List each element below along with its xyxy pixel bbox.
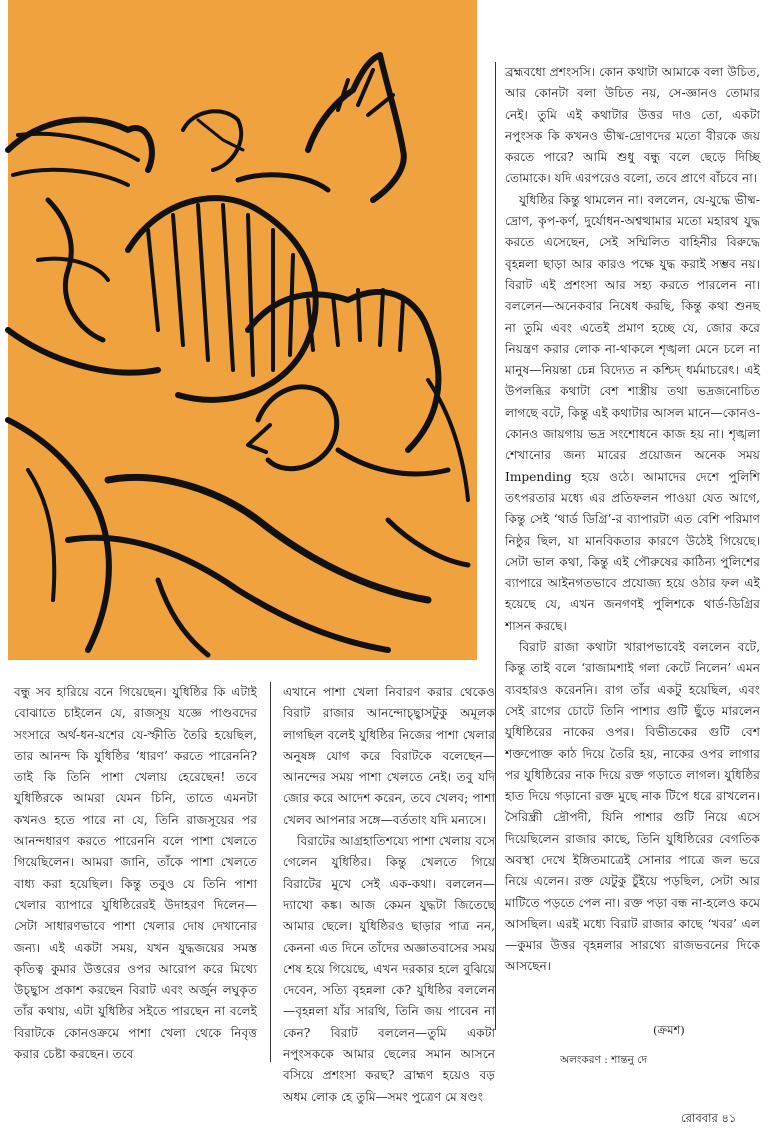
- illustration: [8, 0, 477, 660]
- middle-paragraph-1: এখানে পাশা খেলা নিবারণ করার থেকেও বিরাট রাজার আনন্দোচ্ছ্বাসটুকু অমূলক লাগছিল বলেই যুধিষ্ঠির নিজের পাশা খেলার অনুষঙ্গ যোগ করে বিরাটকে বলেছেন—আনন্দের সময় পাশা খেলতে নেই। তবু যদি জোর করে আদেশ করেন, তবে খেলব; পাশা খেলব আপনার সঙ্গে—বর্ততাং যদি মন্যসে।: [283, 685, 495, 827]
- left-paragraph-1: বন্ধু সব হারিয়ে বনে গিয়েছেন। যুধিষ্ঠির কি এটাই বোঝাতে চাইলেন যে, রাজসূয় যজ্ঞে পাণ্ডবদের সংসারে অর্থ-ধন-যশের যে-স্ফীতি তৈরি হয়েছিল, তার আনন্দ কি যুধিষ্ঠির ‘ধারণ’ করতে পারেননি? তাই কি তিনি পাশা খেলায় হেরেছেন! তবে যুধিষ্ঠিরকে আমরা যেমন চিনি, তাতে এমনটা কখনও হতে পারে না যে, তিনি রাজসূয়ের পর আনন্দধারণ করতে পারেননি বলে পাশা খেলতে গিয়েছিলেন। আমরা জানি, তাঁকে পাশা খেলতে বাধ্য করা হয়েছিল। কিন্তু তবুও যে তিনি পাশা খেলার ব্যাপারে যুধিষ্ঠিরেরই উদাহরণ দিলেন—সেটা সাধারণভাবে পাশা খেলার দোষ দেখানোর জন্য। এই একটা সময়, যখন যুদ্ধজয়ের সমস্ত কৃতিত্ব কুমার উত্তরের ওপর আরোপ করে মিথ্যে উচ্ছ্বাস প্রকাশ করছেন বিরাট এবং অর্জুন লঘুকৃত তাঁর কথায়, এটা যুধিষ্ঠির সইতে পারছেন না বলেই বিরাটকে কোনওক্রমে পাশা খেলা থেকে নিবৃত্ত করার চেষ্টা করছেন। তবে: [14, 685, 257, 1062]
- ink-brush-figures-illustration-icon: [8, 0, 477, 660]
- illustration-credit: অলংকরণ : শান্তনু দে: [560, 1054, 647, 1066]
- right-paragraph-3: বিরাট রাজা কথাটা খারাপভাবেই বললেন বটে, কিন্তু তাই বলে ‘রাজামশাই গলা কেটে নিলেন’ এমন ব্যবহারও করেননি। রাগ তাঁর একটু হয়েছিল, এবং সেই রাগের চোটে তিনি পাশার গুটি ছুঁড়ে মারলেন যুধিষ্ঠিরের নাকের ওপর। বিভীতকের গুটি বেশ শক্তপোক্ত কাঠ দিয়ে তৈরি হয়, নাকের ওপর লাগার পর যুধিষ্ঠিরের নাক দিয়ে রক্ত গড়াতে লাগল। যুধিষ্ঠির হাত দিয়ে গড়ানো রক্ত মুছে নাক টিপে ধরে রাখলেন। সৈরিন্ধ্রী দ্রৌপদী, যিনি পাশার গুটি নিয়ে এসে দিয়েছিলেন রাজার কাছে, তিনি যুধিষ্ঠিরের বেগতিক অবস্থা দেখে ইঙ্গিতমাত্রেই সোনার পাত্রে জল ভরে নিয়ে এলেন। রক্ত যেটুকু চুঁইয়ে পড়ছিল, সেটা আর মাটিতে পড়তে পেল না। রক্ত পড়া বন্ধ না-হলেও কমে আসছিল। এরই মধ্যে বিরাট রাজার কাছে ‘খবর’ এল—কুমার উত্তর বৃহন্নলার সারথ্যে রাজভবনের দিকে আসছেন।: [505, 640, 760, 974]
- right-column: [505, 62, 760, 974]
- middle-paragraph-2: বিরাটের আগ্রহাতিশয্যে পাশা খেলায় বসে গেলেন যুধিষ্ঠির। কিন্তু খেলতে গিয়ে বিরাটের মুখে সেই এক-কথা। বললেন—দ্যাখো কঙ্ক। আজ কেমন যুদ্ধটা জিতেছে আমার ছেলে। যুধিষ্ঠিরও ছাড়ার পাত্র নন, কেননা এত দিনে তাঁদের অজ্ঞাতবাসের সময় শেষ হয়ে গিয়েছে, এখন দরকার হলে বুঝিয়ে দেবেন, সত্যি বৃহন্নলা কে? যুধিষ্ঠির বললেন—বৃহন্নলা যাঁর সারথি, তিনি জয় পাবেন না কেন? বিরাট বললেন—তুমি একটা নপুংসককে আমার ছেলের সমান আসনে বসিয়ে প্রশংসা করছ? ব্রাহ্মণ হয়েও বড় অধম লোক হে তুমি—সমং পুত্রেণ মে ষণ্ডং: [283, 834, 495, 1104]
- page-label: রোববার ৪১: [681, 1111, 737, 1125]
- middle-column: [283, 682, 495, 1102]
- right-paragraph-1: ব্রহ্মবধো প্রশংসসি। কোন কথাটা আমাকে বলা উচিত, আর কোনটা বলা উচিত নয়, সে-জ্ঞানও তোমার নেই। তুমি এই কথাটার উত্তর দাও তো, একটা নপুংসক কি কখনও ভীষ্ম-দ্রোণদের মতো বীরকে জয় করতে পারে? আমি শুধু বন্ধু বলে ছেড়ে দিচ্ছি তোমাকে। যদি এরপরেও বলো, তবে প্রাণে বাঁচবে না।: [505, 65, 760, 186]
- left-column: [14, 682, 257, 1102]
- right-paragraph-2: যুধিষ্ঠির কিন্তু থামলেন না। বললেন, যে-যুদ্ধে ভীষ্ম-দ্রোণ, কৃপ-কর্ণ, দুর্যোধন-অশ্বত্থামার মতো মহারথ যুদ্ধ করতে এসেছেন, সেই সম্মিলিত বাহিনীর বিরুদ্ধে বৃহন্নলা ছাড়া আর কারও পক্ষে যুদ্ধ করাই সম্ভব নয়। বিরাট এই প্রশংসা আর সহ্য করতে পারলেন না। বললেন—অনেকবার নিষেধ করছি, কিন্তু কথা শুনছ না তুমি এবং এতেই প্রমাণ হচ্ছে যে, জোর করে নিয়ন্ত্রণ করার লোক না-থাকলে শৃঙ্খলা মেনে চলে না মানুষ—নিয়ন্তা চেন্ন বিদ্যেত ন কশ্চিদ্ ধর্মমাচরেৎ। এই উপলব্ধির কথাটা বেশ শাস্ত্রীয় তথা ভদ্রজনোচিত লাগছে বটে, কিন্তু এই কথাটার আসল মানে—কোনও-কোনও জায়গায় ভদ্র সংশোধনে কাজ হয় না। শৃঙ্খলা শেখানোর জন্য মারের প্রয়োজন অনেক সময় Impending হয়ে ওঠে। আমাদের দেশে পুলিশি তৎপরতার মধ্যে এর প্রতিফলন পাওয়া যেত আগে, কিন্তু সেই ‘থার্ড ডিগ্রি’-র ব্যাপারটা এত বেশি পরিমাণ নিষ্ঠুর ছিল, যা মানবিকতার কারণে উঠেই গিয়েছে। সেটা ভাল কথা, কিন্তু এই পৌরুষের কাঠিন্য পুলিশের ব্যাপারে আইনগতভাবে প্রযোজ্য হয়ে ওঠার ফল এই হয়েছে যে, এখন জনগণই পুলিশকে থার্ড-ডিগ্রির শাসন করছে।: [505, 192, 760, 633]
- column-divider: [495, 62, 496, 1030]
- continued-marker: (ক্রমশ): [653, 1023, 685, 1037]
- column-divider: [270, 682, 271, 1062]
